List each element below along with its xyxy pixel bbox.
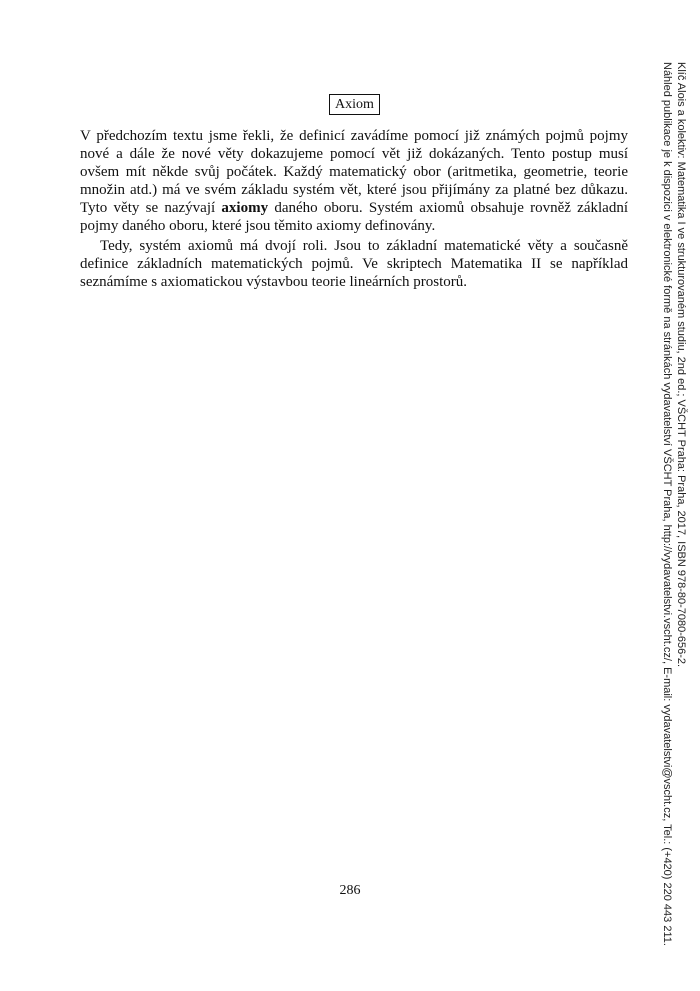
term-axiomy: axiomy — [221, 200, 269, 216]
publication-side-note — [660, 62, 688, 946]
body-text — [80, 127, 628, 291]
page-number: 286 — [339, 883, 361, 898]
side-note-line-2: Náhled publikace je k dispozici v elektronické formě na stránkách vydavatelství VŠCHT Praha, http://vydavatelstvi.vscht.cz/, E-mail: vydavatelstvi@vscht.cz, Tel.: (+420) 220 443 211. — [661, 62, 673, 946]
side-note-line-1: Klíč Alois a kolektiv: Matematika I ve strukturovaném studiu, 2nd ed.; VŠCHT Praha: Praha, 2017, ISBN 978-80-7080-656-2. — [675, 62, 687, 668]
paragraph-2: Tedy, systém axiomů má dvojí roli. Jsou to základní matematické věty a současně definice základních matematických pojmů. Ve skriptech Matematika II se například seznámíme s axiomatickou výstavbou teorie lineárních prostorů. — [80, 238, 628, 290]
paragraph-1-end: daného oboru. Systém axiomů obsahuje rovněž základní pojmy daného oboru, které jsou těmito axiomy definovány. — [80, 200, 628, 234]
paragraph-1-start: V předchozím textu jsme řekli, že definicí zavádíme pomocí již známých pojmů pojmy nové a dále že nové věty dokazujeme pomocí vět již dokázaných. Tento postup musí ovšem mít někde svůj počátek. Každý matematický obor (aritmetika, geometrie, teorie množin atd.) má ve svém základu systém vět, které jsou přijímány za platné bez důkazu. Tyto věty se nazývají — [80, 128, 628, 216]
section-title-text: Axiom — [335, 97, 374, 112]
paragraph-1 — [80, 127, 628, 235]
section-title — [329, 94, 380, 115]
